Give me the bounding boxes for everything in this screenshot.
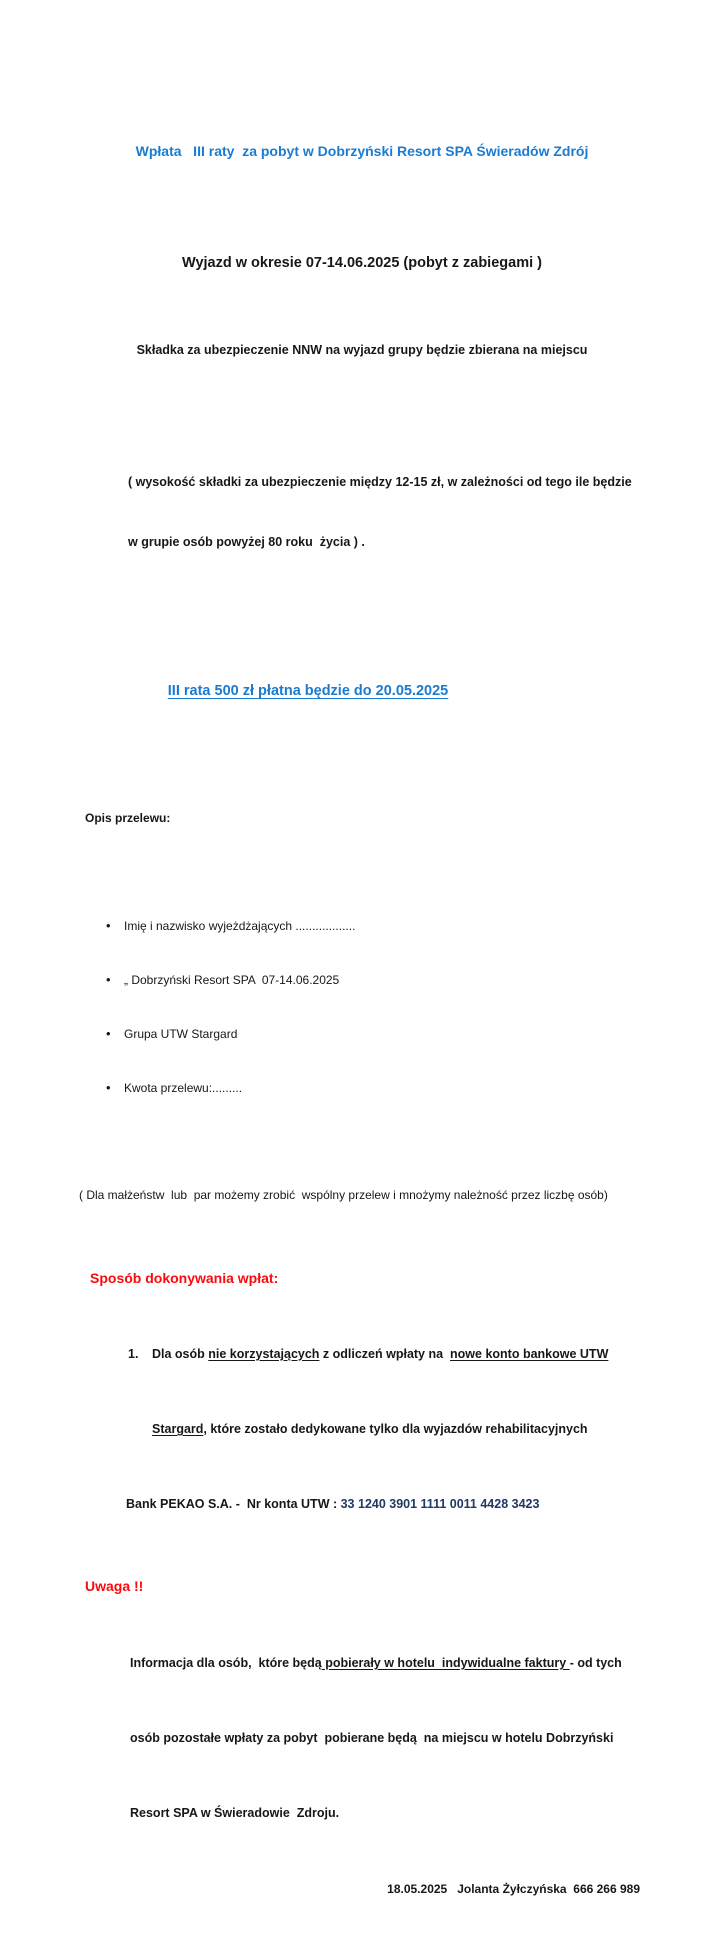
payment-method-heading: Sposób dokonywania wpłat: [90, 1270, 279, 1286]
notice-line1 [130, 1653, 724, 1674]
list-item: • Imię i nazwisko wyjeżdżających .................. [104, 917, 724, 935]
payment-text: Dla osób [152, 1347, 209, 1361]
list-item: • Kwota przelewu:......... [104, 1079, 724, 1097]
notice-line2: osób pozostałe wpłaty za pobyt pobierane będą na miejscu w hotelu Dobrzyński [130, 1731, 614, 1745]
payment-text-underlined: Stargard [152, 1422, 204, 1436]
notice-line3: Resort SPA w Świeradowie Zdroju. [130, 1806, 340, 1820]
notice-text: - od tych [569, 1656, 622, 1670]
trip-period-heading: Wyjazd w okresie 07-14.06.2025 (pobyt z zabiegami ) [182, 255, 542, 271]
insurance-note-line1: ( wysokość składki za ubezpieczenie między 12-15 zł, w zależności od tego ile będzie [128, 475, 632, 489]
payment-text-underlined: nie korzystających [208, 1347, 320, 1361]
item-number: 1. [128, 1347, 139, 1361]
payment-item-line1 [128, 1344, 724, 1365]
insurance-note [128, 432, 724, 592]
insurance-note-line2: w grupie osób powyżej 80 roku życia ) . [128, 535, 365, 549]
signature-line: 18.05.2025 Jolanta Żyłczyńska 666 266 989 [387, 1882, 640, 1896]
payment-text-underlined: nowe konto bankowe UTW [450, 1347, 609, 1361]
bank-account-number: 33 1240 3901 1111 0011 4428 3423 [340, 1497, 540, 1511]
bank-label: Bank PEKAO S.A. - Nr konta UTW : [126, 1497, 341, 1511]
list-item: • „ Dobrzyński Resort SPA 07-14.06.2025 [104, 971, 724, 989]
document-title: Wpłata III raty za pobyt w Dobrzyński Resort SPA Świeradów Zdrój [135, 143, 589, 159]
transfer-details-list [104, 881, 724, 1133]
list-item: • Grupa UTW Stargard [104, 1025, 724, 1043]
installment-due-line: III rata 500 zł płatna będzie do 20.05.2025 [167, 683, 449, 699]
insurance-info-line: Składka za ubezpieczenie NNW na wyjazd grupy będzie zbierana na miejscu [136, 343, 588, 357]
transfer-description-heading: Opis przelewu: [85, 811, 171, 825]
joint-transfer-note: ( Dla małżeństw lub par możemy zrobić wspólny przelew i mnożymy należność przez liczbę osób) [79, 1188, 608, 1202]
attention-heading: Uwaga !! [85, 1578, 144, 1594]
notice-text-underlined: pobierały w hotelu indywidualne faktury [321, 1656, 570, 1670]
payment-text: , które zostało dedykowane tylko dla wyjazdów rehabilitacyjnych [203, 1422, 588, 1436]
notice-text: Informacja dla osób, które będą [130, 1656, 322, 1670]
payment-item-line2 [152, 1419, 724, 1440]
payment-text: z odliczeń wpłaty na [319, 1347, 451, 1361]
bank-account-line [126, 1494, 724, 1515]
